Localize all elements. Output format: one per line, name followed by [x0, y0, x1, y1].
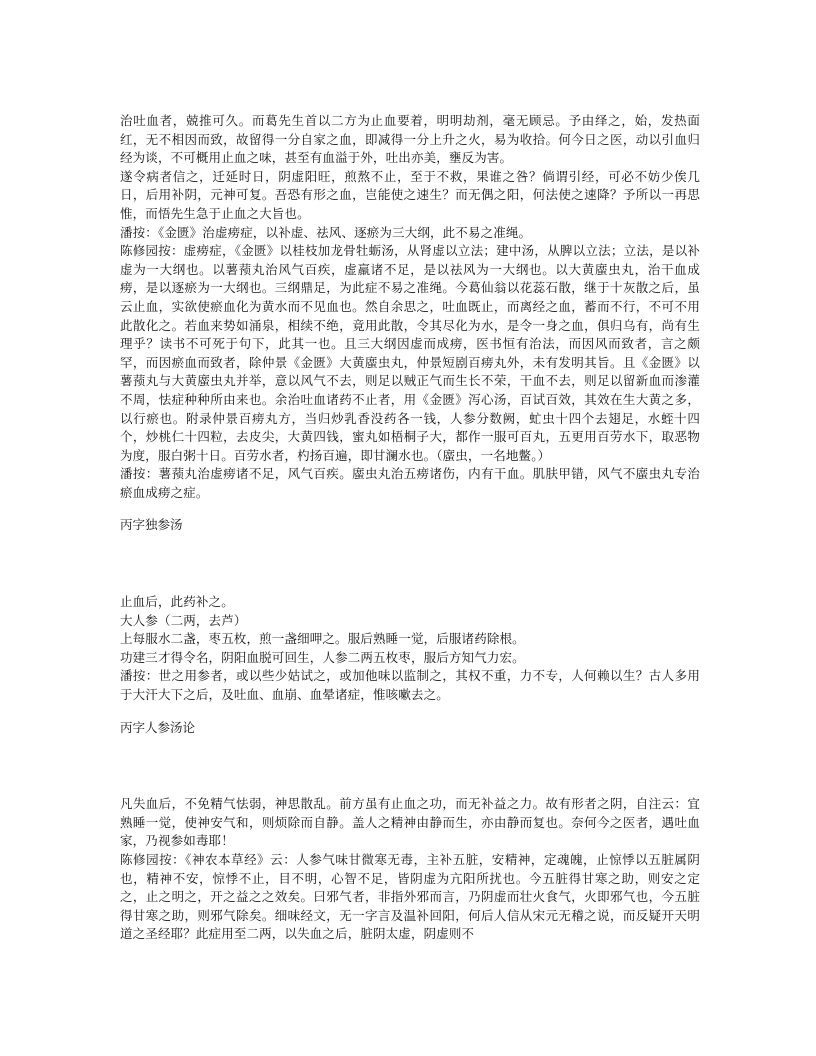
body-paragraph: 大人参（二两，去芦）	[120, 612, 247, 628]
body-paragraph: 遂令病者信之，迁延时日，阴虚阳旺，煎熬不止，至于不救，果谁之咎？倘谓引经，可必不妨少俟几日，后用补阴，元神可复。吾恐有形之血，岂能使之速生？而无偶之阳，何法使之速降？予所以一再思惟，而悟先生急于止血之大旨也。	[120, 168, 700, 221]
section-heading: 丙字独参汤	[120, 517, 183, 533]
body-paragraph: 凡失血后，不免精气怯弱，神思散乱。前方虽有止血之功，而无补益之力。故有形者之阴，自注云：宜熟睡一觉，使神安气和，则烦除而自静。盖人之精神由静而生，亦由静而复也。奈何今之医者，遇吐血家，乃视参如毒耶！	[120, 796, 700, 849]
body-paragraph: 潘按：《金匮》治虚痨症，以补虚、祛风、逐瘀为三大纲，此不易之准绳。	[120, 224, 532, 240]
body-paragraph: 潘按：世之用参者，或以些少姑试之，或加他味以监制之，其权不重，力不专，人何赖以生？古人多用于大汗大下之后，及吐血、血崩、血晕诸症，惟咳嗽去之。	[120, 668, 700, 703]
section-heading: 丙字人参汤论	[120, 719, 196, 735]
body-paragraph: 上每服水二盏，枣五枚，煎一盏细呷之。服后熟睡一觉，后服诸药除根。	[120, 631, 525, 647]
spacer	[120, 535, 700, 593]
body-paragraph: 功建三才得令名，阴阳血脱可回生，人参二两五枚枣，服后方知气力宏。	[120, 649, 525, 665]
body-paragraph: 潘按：薯蓣丸治虚痨诸不足，风气百疾。䗪虫丸治五痨诸伤，内有干血。肌肤甲错，风气不䗪虫丸专治瘀血成痨之症。	[120, 466, 700, 500]
body-paragraph: 陈修园按：虚痨症，《金匮》以桂枝加龙骨牡蛎汤，从肾虚以立法；建中汤，从脾以立法；立法，是以补虚为一大纲也。以薯蓣丸治风气百疾，虚羸诸不足，是以祛风为一大纲也。以大黄䗪虫丸，治干血成痨，是以逐瘀为一大纲也。三纲鼎足，为此症不易之准绳。今葛仙翁以花蕊石散，继于十灰散之后，虽云止血，实欲使瘀血化为黄水而不见血也。然自余思之，吐血既止，而离经之血，蓄而不行，不可不用此散化之。若血来势如涌泉，相续不绝，竟用此散，令其尽化为水，是令一身之血，俱归乌有，尚有生理乎？读书不可死于句下，此其一也。且三大纲因虚而成痨，医书恒有治法，而因风而致者，言之颇罕，而因瘀血而致者，除仲景《金匮》大黄䗪虫丸，仲景短剧百痨丸外，未有发明其旨。且《金匮》以薯蓣丸与大黄䗪虫丸并举，意以风气不去，则足以贼正气而生长不荣，干血不去，则足以留新血而渗灌不周，怯症种种所由来也。余治吐血诸药不止者，用《金匮》泻心汤，百试百效，其效在生大黄之多，以行瘀也。附录仲景百痨丸方，当归炒乳香没药各一钱，人参分数阙，虻虫十四个去翅足，水蛭十四个，炒桃仁十四粒，去皮尖，大黄四钱，蜜丸如梧桐子大，都作一服可百丸，五更用百劳水下，取恶物为度，服白粥十日。百劳水者，杓扬百遍，即甘澜水也。（䗪虫，一名地鳖。）	[120, 243, 700, 463]
body-paragraph: 陈修园按：《神农本草经》云：人参气味甘微寒无毒，主补五脏，安精神，定魂魄，止惊悸以五脏属阴也，精神不安，惊悸不止，目不明，心智不足，皆阴虚为亢阳所扰也。今五脏得甘寒之助，则安之定之，止之明之，开之益之之效矣。曰邪气者，非指外邪而言，乃阴虚而壮火食气，火即邪气也，今五脏得甘寒之助，则邪气除矣。细味经文，无一字言及温补回阳，何后人信从宋元无稽之说，而反疑开天明道之圣经耶？此症用至二两，以失血之后，脏阴太虚，阴虚则不	[120, 852, 700, 942]
body-paragraph: 治吐血者，兢推可久。而葛先生首以二方为止血要着，明明劫剂，毫无顾忌。予由绎之，始，发热面红，无不相因而致，故留得一分自家之血，即减得一分上升之火，易为收拾。何今日之医，动以引血归经为谈，不可概用止血之味，甚至有血溢于外，吐出亦美，壅反为害。	[120, 113, 700, 166]
spacer	[120, 502, 700, 516]
document-page	[120, 112, 700, 944]
spacer	[120, 737, 700, 795]
spacer	[120, 705, 700, 719]
body-paragraph: 止血后，此药补之。	[120, 594, 234, 610]
